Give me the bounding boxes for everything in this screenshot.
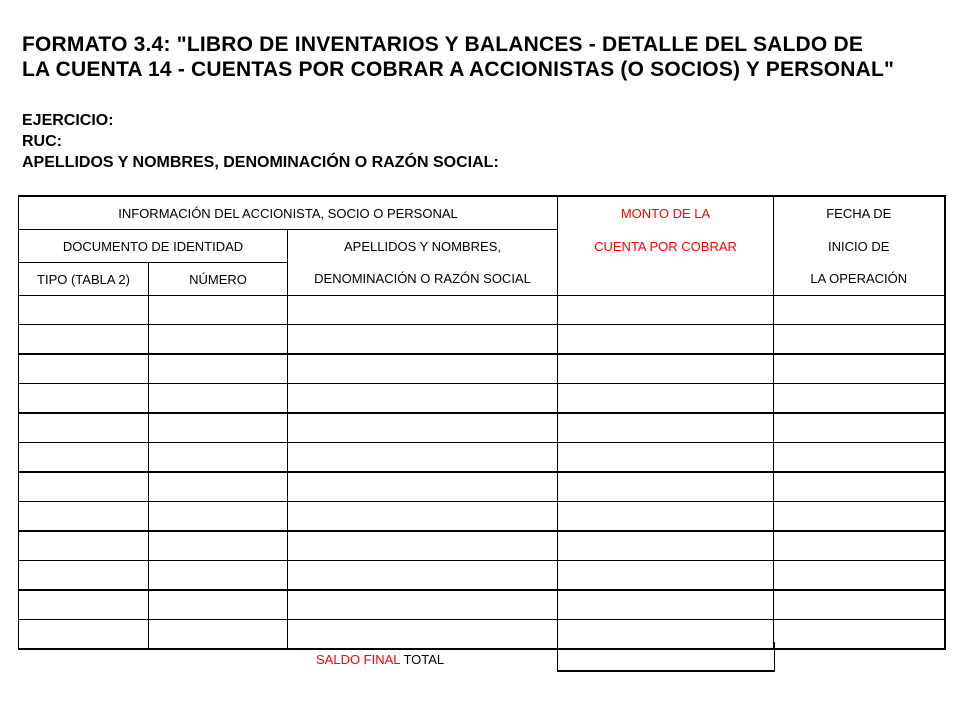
fecha-cell[interactable]: [774, 354, 945, 384]
numero-cell[interactable]: [149, 531, 288, 561]
numero-header: NÚMERO: [149, 263, 288, 296]
numero-cell[interactable]: [149, 325, 288, 355]
monto-cell[interactable]: [558, 472, 774, 502]
monto-cell[interactable]: [558, 502, 774, 532]
fecha-header-line-2: INICIO DE: [774, 230, 945, 263]
numero-cell[interactable]: [149, 443, 288, 473]
numero-cell[interactable]: [149, 502, 288, 532]
numero-cell[interactable]: [149, 472, 288, 502]
fecha-cell[interactable]: [774, 413, 945, 443]
tipo-cell[interactable]: [19, 620, 149, 650]
table-row: [19, 472, 945, 502]
tipo-cell[interactable]: [19, 531, 149, 561]
monto-cell[interactable]: [558, 354, 774, 384]
saldo-final-total-cell[interactable]: [557, 642, 775, 672]
apellidos-cell[interactable]: [288, 413, 558, 443]
monto-header-line-1: MONTO DE LA: [558, 196, 774, 230]
numero-cell[interactable]: [149, 296, 288, 325]
table-row: [19, 531, 945, 561]
tipo-cell[interactable]: [19, 384, 149, 414]
tipo-cell[interactable]: [19, 325, 149, 355]
tipo-cell[interactable]: [19, 443, 149, 473]
table-row: [19, 413, 945, 443]
apellidos-cell[interactable]: [288, 502, 558, 532]
title-line-1: FORMATO 3.4: "LIBRO DE INVENTARIOS Y BALANCES - DETALLE DEL SALDO DE: [22, 33, 864, 56]
tipo-cell[interactable]: [19, 472, 149, 502]
table-row: [19, 325, 945, 355]
table-row: [19, 384, 945, 414]
total-text: TOTAL: [403, 652, 445, 667]
apellidos-cell[interactable]: [288, 620, 558, 650]
numero-cell[interactable]: [149, 354, 288, 384]
tipo-cell[interactable]: [19, 590, 149, 620]
fecha-cell[interactable]: [774, 590, 945, 620]
monto-cell[interactable]: [558, 384, 774, 414]
apellidos-header-line-1: APELLIDOS Y NOMBRES,: [288, 230, 558, 263]
table-row: [19, 502, 945, 532]
fecha-header-line-3: LA OPERACIÓN: [774, 263, 945, 296]
numero-cell[interactable]: [149, 590, 288, 620]
apellidos-cell[interactable]: [288, 531, 558, 561]
monto-cell[interactable]: [558, 531, 774, 561]
numero-cell[interactable]: [149, 561, 288, 591]
apellidos-cell[interactable]: [288, 354, 558, 384]
fecha-cell[interactable]: [774, 472, 945, 502]
ejercicio-label: EJERCICIO:: [22, 112, 114, 129]
header-fields: [22, 110, 499, 173]
table-row: [19, 443, 945, 473]
title-line-2: LA CUENTA 14 - CUENTAS POR COBRAR A ACCIONISTAS (O SOCIOS) Y PERSONAL": [22, 58, 895, 81]
ruc-label: RUC:: [22, 133, 62, 150]
fecha-cell[interactable]: [774, 296, 945, 325]
table-row: [19, 590, 945, 620]
monto-cell[interactable]: [558, 561, 774, 591]
table-row: [19, 296, 945, 325]
group-header-cell: INFORMACIÓN DEL ACCIONISTA, SOCIO O PERSONAL: [19, 196, 558, 230]
fecha-cell[interactable]: [774, 325, 945, 355]
tipo-cell[interactable]: [19, 502, 149, 532]
tipo-cell[interactable]: [19, 296, 149, 325]
tipo-header: TIPO (TABLA 2): [19, 263, 149, 296]
tipo-cell[interactable]: [19, 561, 149, 591]
monto-cell[interactable]: [558, 443, 774, 473]
fecha-cell[interactable]: [774, 620, 945, 650]
numero-cell[interactable]: [149, 413, 288, 443]
apellidos-cell[interactable]: [288, 296, 558, 325]
tipo-cell[interactable]: [19, 413, 149, 443]
monto-cell[interactable]: [558, 590, 774, 620]
page-title: [22, 32, 894, 82]
apellidos-cell[interactable]: [288, 561, 558, 591]
table-row: [19, 620, 945, 650]
saldo-final-text: SALDO FINAL: [316, 652, 401, 667]
fecha-cell[interactable]: [774, 531, 945, 561]
monto-cell[interactable]: [558, 296, 774, 325]
monto-cell[interactable]: [558, 413, 774, 443]
table-row: [19, 561, 945, 591]
table-row: [19, 354, 945, 384]
apellidos-cell[interactable]: [288, 325, 558, 355]
apellidos-cell[interactable]: [288, 384, 558, 414]
apellidos-cell[interactable]: [288, 472, 558, 502]
apellidos-header-line-2: DENOMINACIÓN O RAZÓN SOCIAL: [288, 263, 558, 296]
monto-cell[interactable]: [558, 325, 774, 355]
fecha-cell[interactable]: [774, 443, 945, 473]
numero-cell[interactable]: [149, 620, 288, 650]
doc-identidad-header: DOCUMENTO DE IDENTIDAD: [19, 230, 288, 263]
fecha-header-line-1: FECHA DE: [774, 196, 945, 230]
razon-social-label: APELLIDOS Y NOMBRES, DENOMINACIÓN O RAZÓN SOCIAL:: [22, 154, 499, 171]
apellidos-cell[interactable]: [288, 590, 558, 620]
fecha-cell[interactable]: [774, 561, 945, 591]
monto-header-line-2: CUENTA POR COBRAR: [558, 230, 774, 263]
saldo-final-total-label: [316, 652, 444, 667]
fecha-cell[interactable]: [774, 384, 945, 414]
apellidos-cell[interactable]: [288, 443, 558, 473]
tipo-cell[interactable]: [19, 354, 149, 384]
monto-header-line-3: [558, 263, 774, 296]
numero-cell[interactable]: [149, 384, 288, 414]
inventory-table: [18, 195, 946, 650]
fecha-cell[interactable]: [774, 502, 945, 532]
